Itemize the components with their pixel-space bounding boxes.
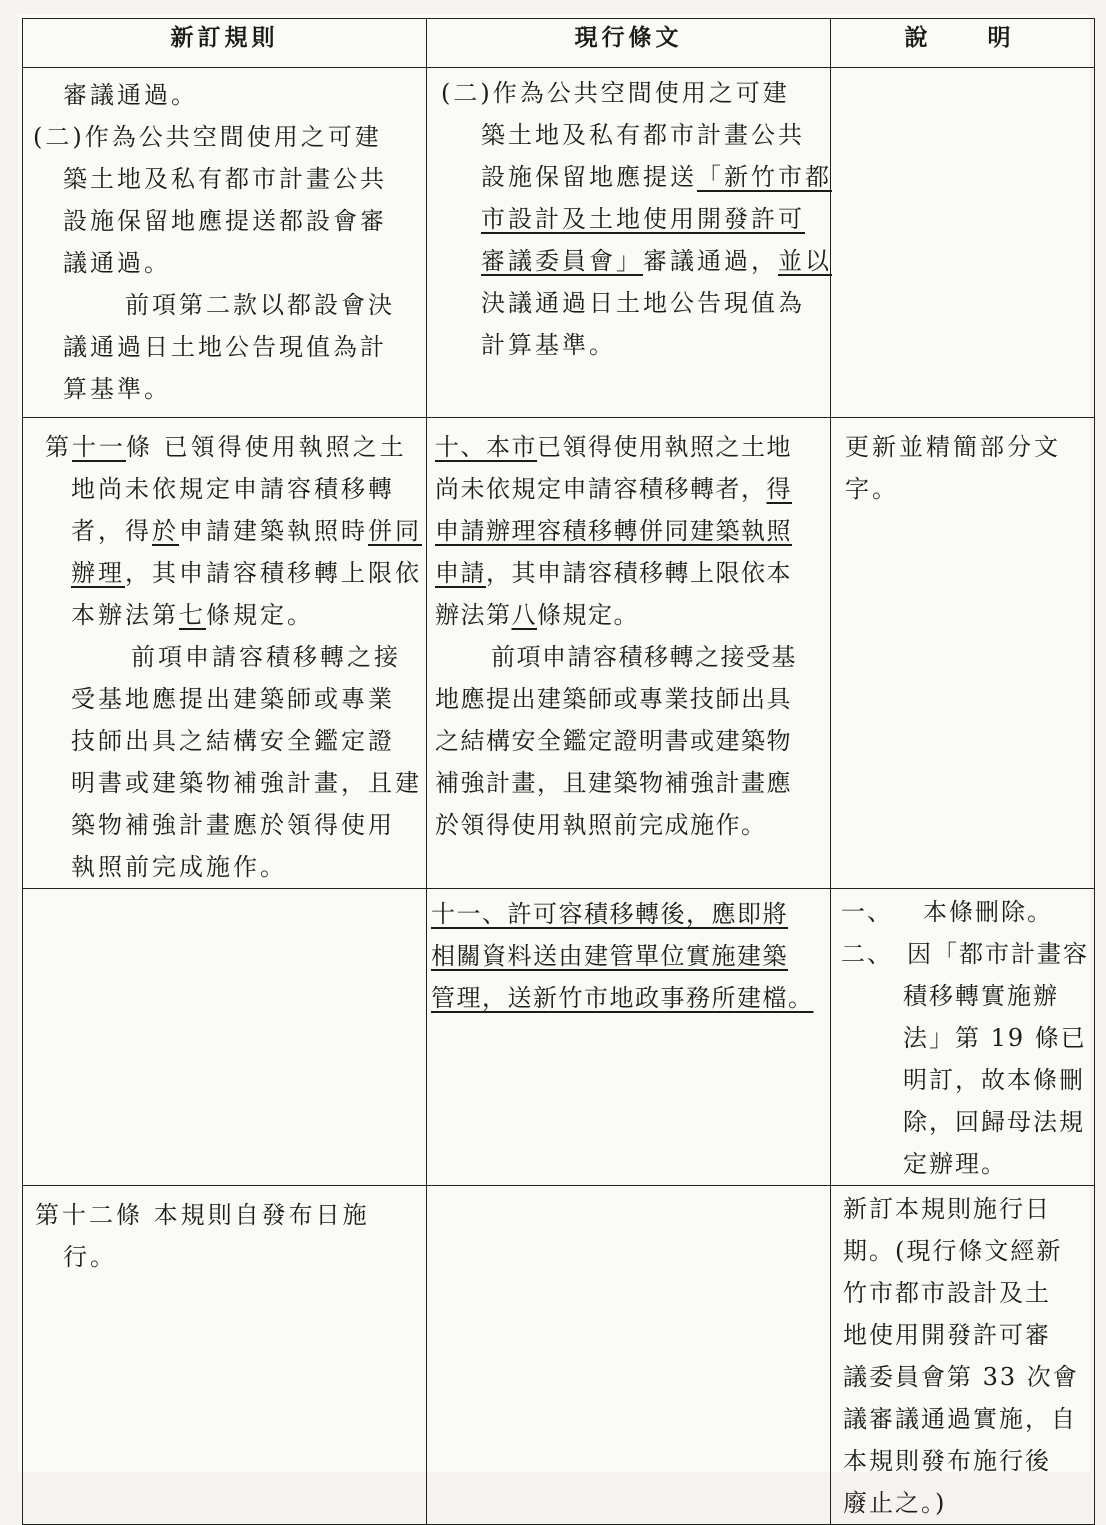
table-row [23,418,1095,889]
explain-cell: 更新並精簡部分文 字。 [831,418,1095,889]
explain-cell: 新訂本規則施行日 期。(現行條文經新 竹市都市設計及土 地使用開發許可審 議委員會第 33 次會 議審議通過實施，自 本規則發布施行後 廢止之。) [831,1186,1095,1525]
table-row [23,68,1095,418]
current-cell [427,1186,831,1525]
table-row [23,1186,1095,1525]
new-rule-cell: 第十二條 本規則自發布日施 行。 [23,1186,427,1525]
current-cell: 十一、許可容積移轉後，應即將 相關資料送由建管單位實施建築 管理，送新竹市地政事務所建檔。 [427,889,831,1186]
table-row [23,889,1095,1186]
header-row [23,19,1095,68]
comparison-table [22,18,1095,1525]
new-rule-cell: 第十一條 已領得使用執照之土 地尚未依規定申請容積移轉 者，得於申請建築執照時併同 辦理，其申請容積移轉上限依 本辦法第七條規定。 前項申請容積移轉之接 受基地應提出建築師或專業 技師出具之結構安全鑑定證 明書或建築物補強計畫，且建 築物補強計畫應於領得使用 執照前完成施作。 [23,418,427,889]
explain-cell: 一、 本條刪除。 二、 因「都市計畫容 積移轉實施辦 法」第 19 條已 明訂，故本條刪 除，回歸母法規 定辦理。 [831,889,1095,1186]
explain-cell [831,68,1095,418]
new-rule-cell [23,889,427,1186]
header-new-rule: 新訂規則 [23,19,427,68]
header-explain: 說明 [831,19,1095,68]
header-current: 現行條文 [427,19,831,68]
new-rule-cell: 審議通過。 (二)作為公共空間使用之可建 築土地及私有都市計畫公共 設施保留地應提送都設會審 議通過。 前項第二款以都設會決 議通過日土地公告現值為計 算基準。 [23,68,427,418]
current-cell: (二)作為公共空間使用之可建 築土地及私有都市計畫公共 設施保留地應提送「新竹市都 市設計及土地使用開發許可 審議委員會」審議通過，並以 決議通過日土地公告現值為 計算基準。 [427,68,831,418]
current-cell: 十、本市已領得使用執照之土地 尚未依規定申請容積移轉者，得 申請辦理容積移轉併同建築執照 申請，其申請容積移轉上限依本 辦法第八條規定。 前項申請容積移轉之接受基 地應提出建築師或專業技師出具 之結構安全鑑定證明書或建築物 補強計畫，且建築物補強計畫應 於領得使用執照前完成施作。 [427,418,831,889]
